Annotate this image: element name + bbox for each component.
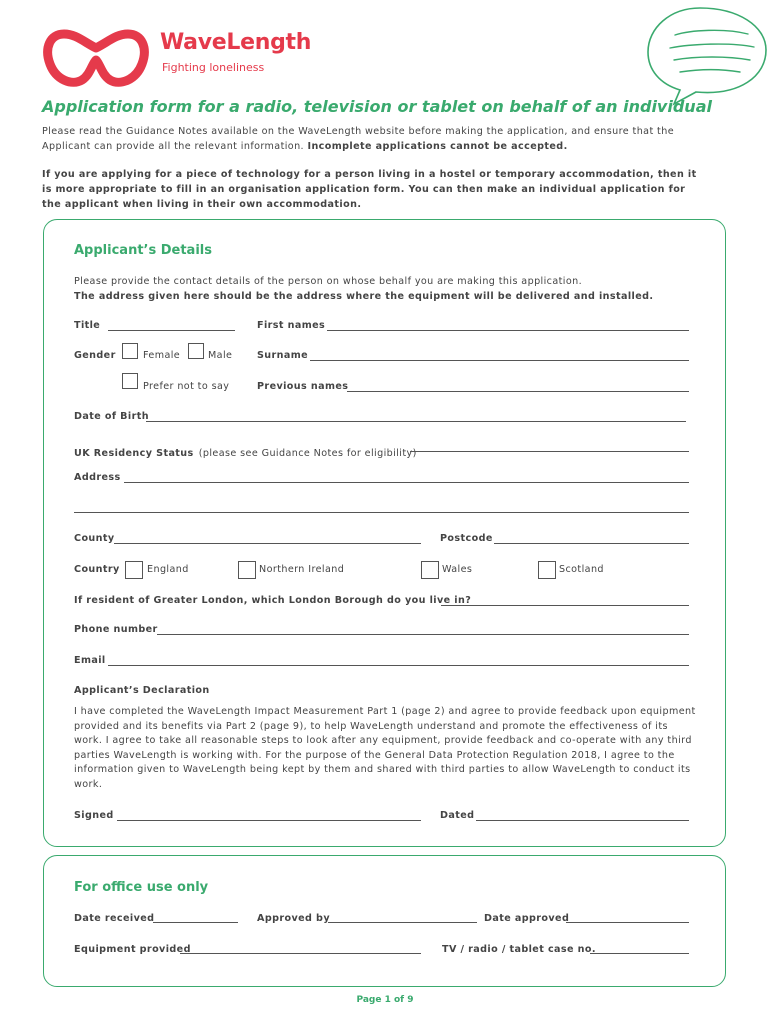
applicant-intro-bold: The address given here should be the address where the equipment will be delivered and installed. (74, 291, 654, 302)
equipment-provided-label: Equipment provided (74, 944, 191, 955)
england-label: England (147, 564, 189, 575)
dated-field[interactable] (476, 820, 689, 821)
intro-warning: Incomplete applications cannot be accepted. (307, 141, 568, 152)
london-borough-field[interactable] (441, 605, 689, 606)
previous-names-field[interactable] (347, 391, 689, 392)
surname-field[interactable] (310, 360, 689, 361)
northern-ireland-label: Northern Ireland (259, 564, 345, 575)
page-number: Page 1 of 9 (356, 995, 414, 1005)
first-names-field[interactable] (327, 330, 689, 331)
declaration-title: Applicant’s Declaration (74, 685, 210, 696)
email-label: Email (74, 655, 106, 666)
case-no-label: TV / radio / tablet case no. (442, 944, 596, 955)
prefer-not-checkbox[interactable] (122, 373, 138, 389)
approved-by-field[interactable] (328, 922, 477, 923)
dob-label: Date of Birth (74, 411, 149, 422)
speech-bubble-icon (630, 0, 770, 110)
address-field-1[interactable] (124, 482, 689, 483)
dob-field[interactable] (146, 421, 686, 422)
hostel-note: If you are applying for a piece of technology for a person living in a hostel or temporary accommodation, then it is more appropriate to fill in an organisation application form. You can then make an individual application for the applicant when living in their own accommodation. (42, 169, 697, 210)
country-label: Country (74, 564, 120, 575)
form-title: Application form for a radio, television or tablet on behalf of an individual (42, 97, 712, 116)
date-received-field[interactable] (153, 922, 238, 923)
address-label: Address (74, 472, 121, 483)
date-received-label: Date received (74, 913, 155, 924)
dated-label: Dated (440, 810, 475, 821)
intro-text: Please read the Guidance Notes available on the WaveLength website before making the application, and ensure that the Applicant can provide all the relevant information. (42, 126, 675, 152)
postcode-label: Postcode (440, 533, 493, 544)
scotland-label: Scotland (559, 564, 604, 575)
male-label: Male (208, 350, 233, 361)
applicant-intro: Please provide the contact details of the person on whose behalf you are making this application. (74, 276, 583, 287)
residency-note: (please see Guidance Notes for eligibility) (198, 448, 417, 459)
male-checkbox[interactable] (188, 343, 204, 359)
phone-field[interactable] (157, 634, 689, 635)
wavelength-logo-icon (42, 20, 150, 92)
address-field-2[interactable] (74, 512, 689, 513)
brand-tagline: Fighting loneliness (162, 61, 265, 74)
female-label: Female (143, 350, 181, 361)
northern-ireland-checkbox[interactable] (238, 561, 256, 579)
date-approved-label: Date approved (484, 913, 570, 924)
previous-names-label: Previous names (257, 381, 349, 392)
applicant-section-title: Applicant’s Details (74, 243, 212, 258)
county-field[interactable] (114, 543, 421, 544)
intro-paragraph (42, 124, 702, 154)
title-label: Title (74, 320, 101, 331)
signed-label: Signed (74, 810, 114, 821)
residency-row (74, 441, 417, 460)
title-field[interactable] (108, 330, 235, 331)
wales-checkbox[interactable] (421, 561, 439, 579)
wales-label: Wales (442, 564, 473, 575)
date-approved-field[interactable] (566, 922, 689, 923)
office-section-title: For office use only (74, 880, 209, 895)
scotland-checkbox[interactable] (538, 561, 556, 579)
prefer-not-label: Prefer not to say (143, 381, 230, 392)
gender-label: Gender (74, 350, 116, 361)
residency-field[interactable] (410, 451, 689, 452)
surname-label: Surname (257, 350, 309, 361)
email-field[interactable] (108, 665, 689, 666)
first-names-label: First names (257, 320, 326, 331)
england-checkbox[interactable] (125, 561, 143, 579)
phone-label: Phone number (74, 624, 158, 635)
county-label: County (74, 533, 115, 544)
london-borough-label: If resident of Greater London, which London Borough do you live in? (74, 595, 472, 606)
case-no-field[interactable] (590, 953, 689, 954)
postcode-field[interactable] (494, 543, 689, 544)
brand-name: WaveLength (160, 30, 312, 55)
equipment-provided-field[interactable] (180, 953, 421, 954)
residency-label: UK Residency Status (74, 448, 194, 459)
approved-by-label: Approved by (257, 913, 330, 924)
female-checkbox[interactable] (122, 343, 138, 359)
declaration-text: I have completed the WaveLength Impact Measurement Part 1 (page 2) and agree to provide feedback upon equipment provided and its benefits via Part 2 (page 9), to help WaveLength understand and promote the effectiveness of its work. I agree to take all reasonable steps to look after any equipment, provide feedback and co-operate with any third parties WaveLength is working with. For the purpose of the General Data Protection Regulation 2018, I agree to the information given to WaveLength being kept by them and shared with third parties to allow WaveLength to conduct its work. (74, 706, 696, 790)
signed-field[interactable] (117, 820, 421, 821)
